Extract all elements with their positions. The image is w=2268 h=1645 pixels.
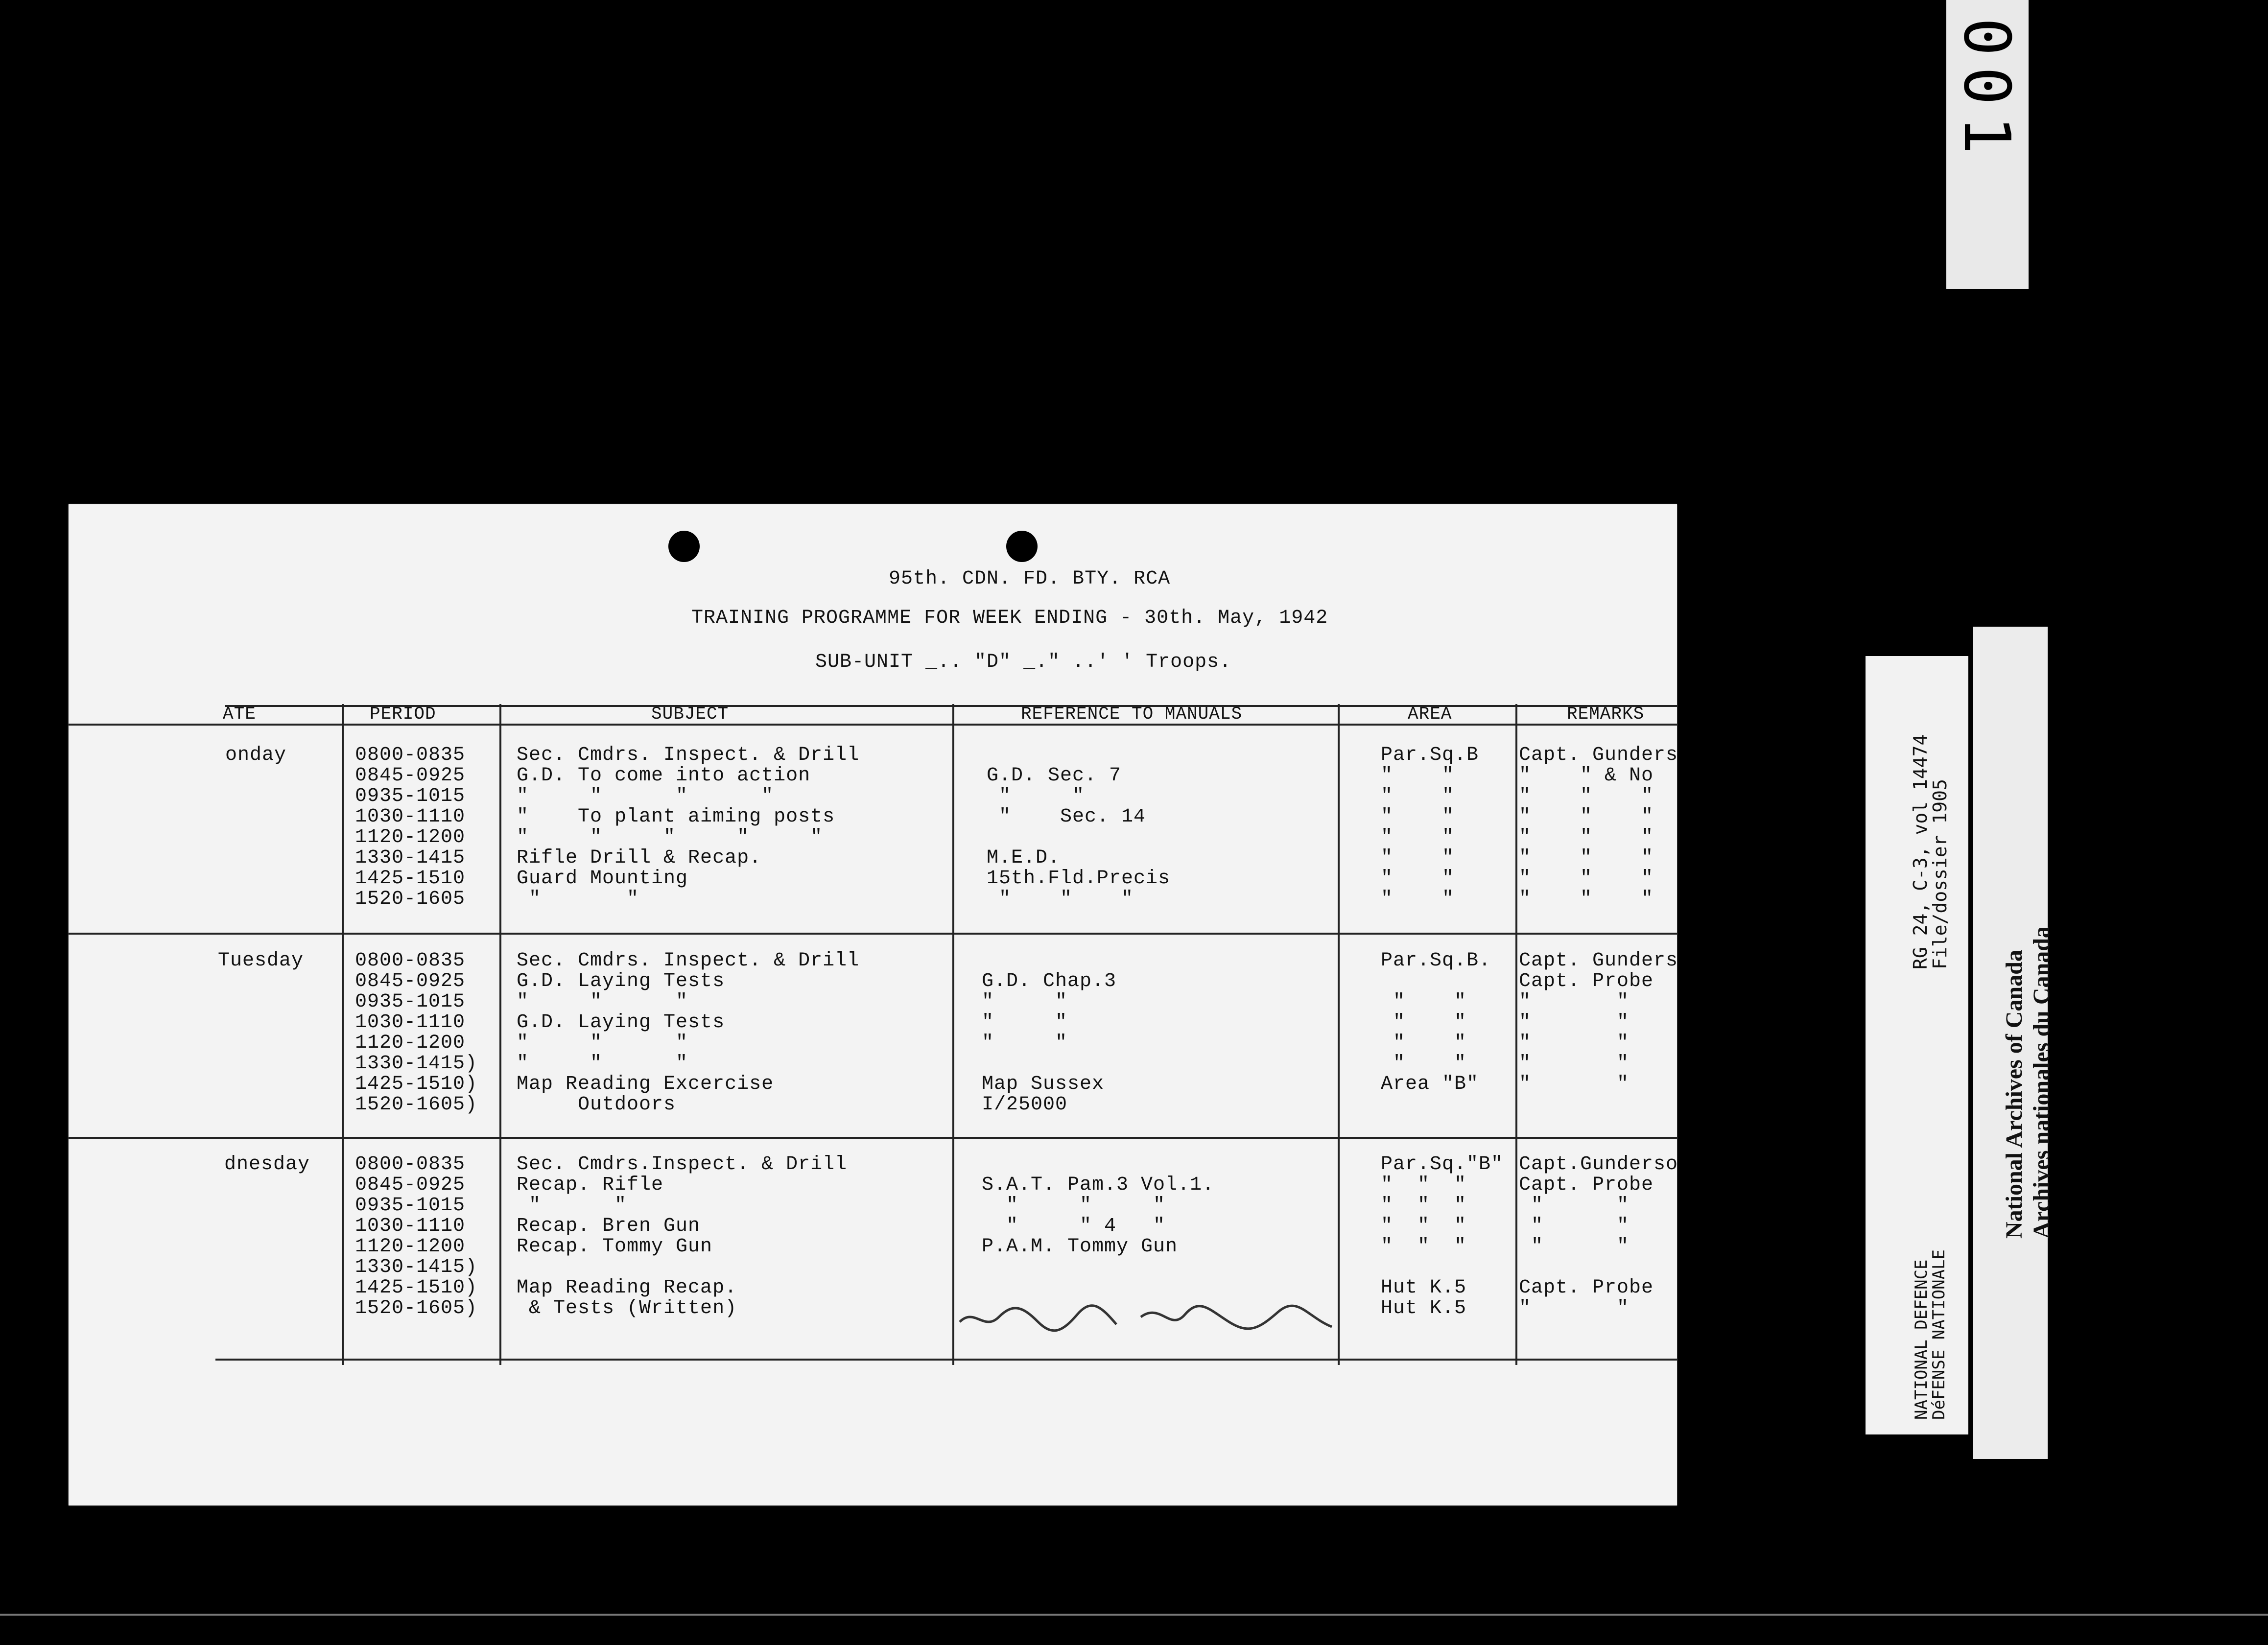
day-label: onday bbox=[225, 744, 287, 766]
day-label: Tuesday bbox=[218, 950, 304, 972]
sub-unit-line: SUB-UNIT _.. "D" _." ..' ' Troops. bbox=[815, 651, 1232, 673]
col-header-period: PERIOD bbox=[370, 704, 436, 724]
day-label: dnesday bbox=[224, 1153, 310, 1175]
programme-title: TRAINING PROGRAMME FOR WEEK ENDING - 30th. May, 1942 bbox=[691, 607, 1328, 629]
archives-name-french: Archives nationales du Canada bbox=[2029, 926, 2055, 1239]
col-divider-3 bbox=[952, 704, 954, 1365]
periods-cell: 0800-0835 0845-0925 0935-1015 1030-1110 1120-1200 1330-1415) 1425-1510) 1520-1605) bbox=[355, 950, 478, 1116]
national-defence-label bbox=[1866, 656, 1968, 1434]
area-cell: Par.Sq.B " " " " " " " " " " " " " " bbox=[1381, 744, 1479, 910]
row-rule-1 bbox=[69, 933, 1677, 935]
subject-cell: Sec. Cmdrs. Inspect. & Drill G.D. To come into action " " " " " To plant aiming posts " " " " " Rifle Drill & Recap. Guard Mounting " " bbox=[517, 744, 860, 910]
national-archives-label bbox=[1973, 627, 2055, 1459]
subject-cell: Sec. Cmdrs. Inspect. & Drill G.D. Laying Tests " " " G.D. Laying Tests " " " " " " Map Reading Excercise Outdoors bbox=[517, 950, 860, 1116]
col-header-reference: REFERENCE TO MANUALS bbox=[1021, 704, 1243, 724]
col-divider-2 bbox=[499, 704, 501, 1365]
remarks-cell: Capt.Gunderso Capt. Probe " " " " " " Capt. Probe " " bbox=[1519, 1153, 1678, 1319]
col-header-remarks: REMARKS bbox=[1567, 704, 1645, 724]
archive-reference: RG 24, C-3, vol 14474 File/dossier 1905 bbox=[1910, 734, 1951, 969]
row-rule-2 bbox=[69, 1137, 1677, 1139]
periods-cell: 0800-0835 0845-0925 0935-1015 1030-1110 1120-1200 1330-1415 1425-1510 1520-1605 bbox=[355, 744, 466, 910]
handwritten-signature bbox=[955, 1288, 1337, 1341]
area-cell: Par.Sq."B" " " " " " " " " " " " " Hut K.5 Hut K.5 bbox=[1381, 1153, 1504, 1319]
frame-number-strip bbox=[1946, 0, 2029, 289]
punch-hole-right bbox=[1006, 531, 1038, 562]
col-header-date: ATE bbox=[223, 704, 256, 724]
area-cell: Par.Sq.B. " " " " " " " " Area "B" bbox=[1381, 950, 1491, 1095]
frame-number: 001 bbox=[1950, 18, 2024, 165]
remarks-cell: Capt. Gunders " " & No " " " " " " " " " " " " " " " " " " bbox=[1519, 744, 1678, 910]
remarks-cell: Capt. Gunders Capt. Probe " " " " " " " " " " bbox=[1519, 950, 1678, 1095]
col-divider-1 bbox=[342, 704, 344, 1365]
archives-name-english: National Archives of Canada bbox=[2001, 950, 2027, 1239]
unit-title: 95th. CDN. FD. BTY. RCA bbox=[889, 568, 1171, 590]
department-name: NATIONAL DEFENCE DéFENSE NATIONALE bbox=[1912, 1249, 1949, 1420]
subject-cell: Sec. Cmdrs.Inspect. & Drill Recap. Rifle " " Recap. Bren Gun Recap. Tommy Gun Map Reading Recap. & Tests (Written) bbox=[517, 1153, 848, 1319]
col-header-subject: SUBJECT bbox=[651, 704, 729, 724]
training-programme-document bbox=[69, 504, 1677, 1505]
periods-cell: 0800-0835 0845-0925 0935-1015 1030-1110 1120-1200 1330-1415) 1425-1510) 1520-1605) bbox=[355, 1153, 478, 1319]
reference-cell: G.D. Chap.3 " " " " " " Map Sussex I/25000 bbox=[982, 970, 1117, 1116]
table-top-rule bbox=[225, 705, 1677, 707]
film-edge-rule bbox=[0, 1614, 2268, 1616]
reference-cell: G.D. Sec. 7 " " " Sec. 14 M.E.D. 15th.Fld.Precis " " " bbox=[987, 765, 1171, 910]
table-bottom-rule bbox=[215, 1359, 1677, 1361]
col-divider-5 bbox=[1515, 704, 1517, 1365]
col-divider-4 bbox=[1338, 704, 1340, 1365]
reference-cell: S.A.T. Pam.3 Vol.1. " " " " " 4 " P.A.M. Tommy Gun bbox=[982, 1174, 1215, 1258]
col-header-area: AREA bbox=[1408, 704, 1452, 724]
punch-hole-left bbox=[668, 531, 700, 562]
